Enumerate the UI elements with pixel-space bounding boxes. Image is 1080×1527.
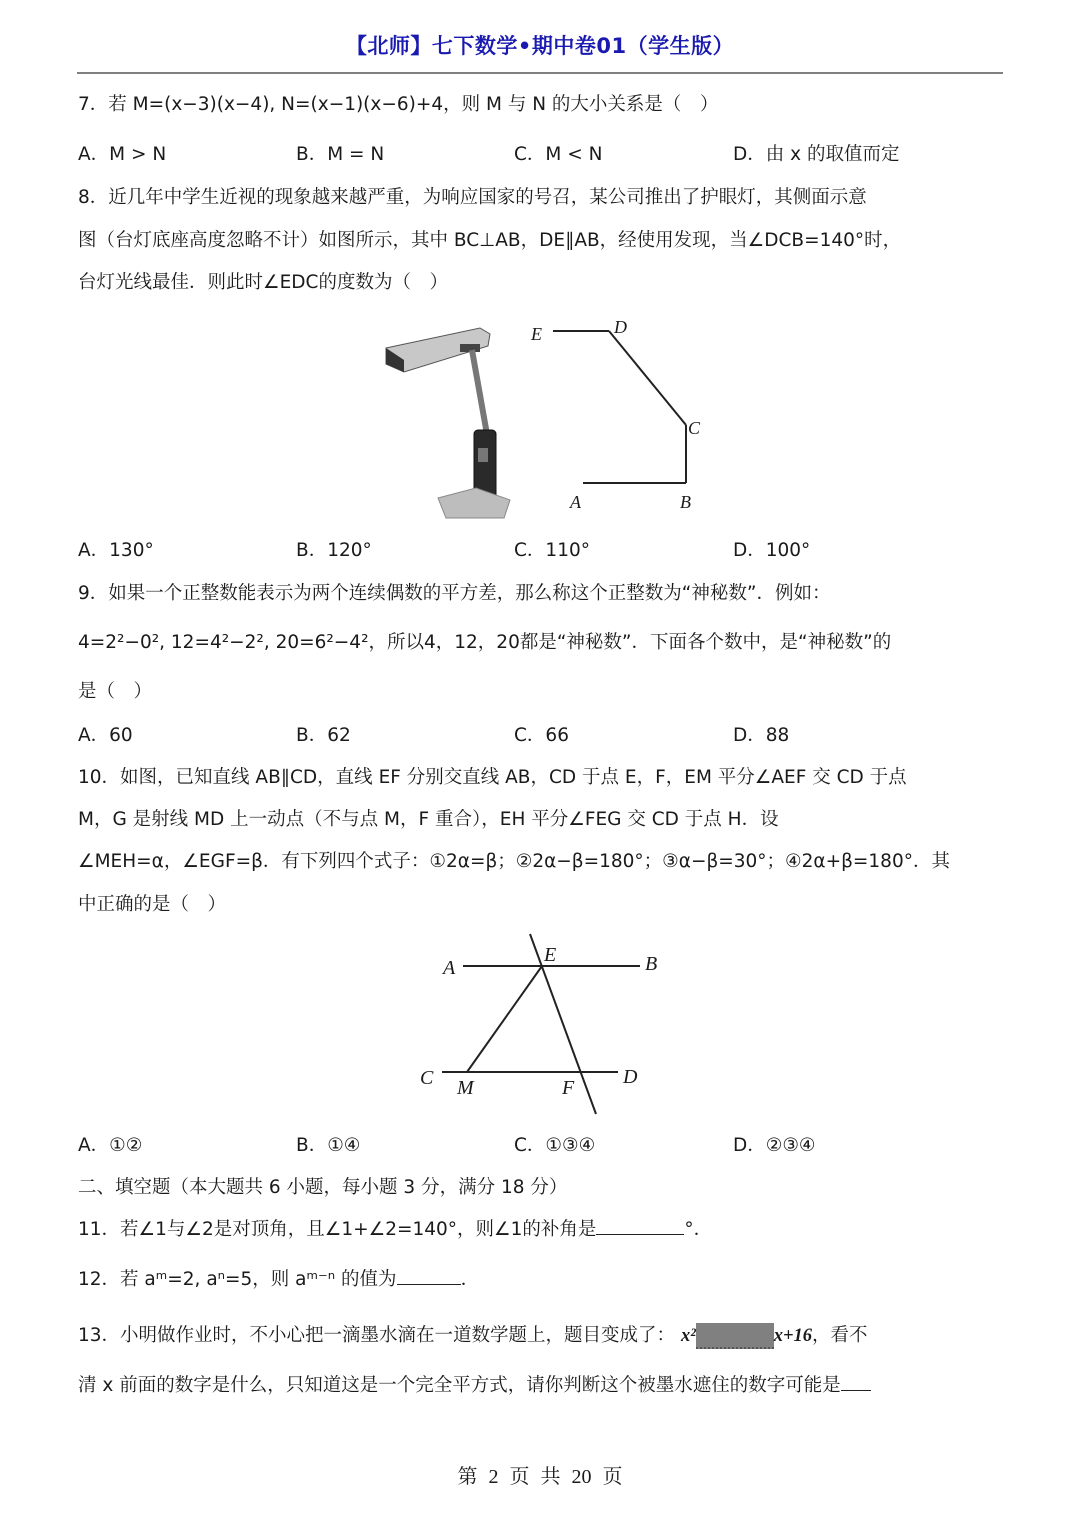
q7-option-a: A．M > N [78,144,167,165]
page-number-footer: 第 2 页 共 20 页 [457,1466,623,1488]
fig10-label-c: C [420,1067,434,1089]
fig8-label-e: E [531,324,542,344]
document-header-title: 【北师】七下数学•期中卷01（学生版） [345,34,735,58]
fig10-label-f: F [562,1077,575,1099]
q13-text: 13．小明做作业时，不小心把一滴墨水滴在一道数学题上，题目变成了： [78,1325,676,1346]
q13-text-after: ，看不 [812,1325,868,1346]
question-7-stem: 7．若 M=(x−3)(x−4), N=(x−1)(x−6)+4，则 M 与 N 的大小关系是（ ） [78,94,719,115]
ink-blot-obscured-coefficient [696,1323,774,1349]
q12-answer-blank[interactable] [397,1266,461,1285]
q11-answer-blank[interactable] [596,1216,684,1235]
q11-text: 11．若∠1与∠2是对顶角，且∠1+∠2=140°，则∠1的补角是 [78,1219,597,1240]
q7-option-d: D．由 x 的取值而定 [733,144,900,165]
q8-option-c: C．110° [514,540,590,561]
q8-option-b: B．120° [296,540,372,561]
question-13-line-2 [78,1372,871,1400]
q11-text-end: °． [684,1219,713,1240]
q8-option-a: A．130° [78,540,154,561]
q12-text-end: ． [460,1269,480,1290]
q8-option-d: D．100° [733,540,811,561]
fig10-label-a: A [443,957,456,979]
question-10-stem-line-3: ∠MEH=α，∠EGF=β．有下列四个式子：①2α=β；②2α−β=180°；③α−β=30°；④2α+β=180°．其 [78,851,950,872]
q9-option-c: C．66 [514,725,569,746]
section-2-title: 二、填空题（本大题共 6 小题，每小题 3 分，满分 18 分） [78,1177,568,1198]
q9-option-d: D．88 [733,725,790,746]
q7-option-c: C．M < N [514,144,603,165]
q10-option-b: B．①④ [296,1135,361,1156]
q13-expr-left: x² [680,1326,696,1346]
fig8-label-a: A [570,492,581,512]
q10-option-d: D．②③④ [733,1135,816,1156]
q10-option-a: A．①② [78,1135,143,1156]
question-12 [78,1266,479,1294]
question-11 [78,1216,712,1244]
desk-lamp-illustration [380,320,520,520]
fig10-label-m: M [457,1077,474,1099]
question-10-stem-line-1: 10．如图，已知直线 AB∥CD，直线 EF 分别交直线 AB，CD 于点 E，F，EM 平分∠AEF 交 CD 于点 [78,767,907,788]
fig8-label-d: D [614,317,627,337]
fig8-label-b: B [680,492,691,512]
fig8-label-c: C [688,418,701,438]
q9-option-a: A．60 [78,725,133,746]
question-10-stem-line-4: 中正确的是（ ） [78,894,227,915]
q12-text: 12．若 aᵐ=2, aⁿ=5，则 aᵐ⁻ⁿ 的值为 [78,1269,397,1290]
question-13-line-1 [78,1322,868,1350]
fig10-label-b: B [645,953,658,975]
question-9-stem-line-1: 9．如果一个正整数能表示为两个连续偶数的平方差，那么称这个正整数为“神秘数”．例如： [78,583,831,604]
question-9-stem-line-2: 4=2²−0², 12=4²−2², 20=6²−4²，所以4，12，20都是“神秘数”．下面各个数中，是“神秘数”的 [78,632,892,653]
q13-expr-right: x+16 [773,1326,813,1346]
q13-text-line-2: 清 x 前面的数字是什么，只知道这是一个完全平方式，请你判断这个被墨水遮住的数字可能是 [78,1375,841,1396]
fig10-label-e: E [544,944,557,966]
q7-option-b: B．M = N [296,144,385,165]
question-10-stem-line-2: M，G 是射线 MD 上一动点（不与点 M，F 重合），EH 平分∠FEG 交 CD 于点 H．设 [78,809,779,830]
question-8-stem-line-1: 8．近几年中学生近视的现象越来越严重，为响应国家的号召，某公司推出了护眼灯，其侧面示意 [78,187,867,208]
question-9-stem-line-3: 是（ ） [78,681,153,702]
header-divider [77,72,1003,74]
q9-option-b: B．62 [296,725,351,746]
q13-answer-blank[interactable] [841,1372,871,1391]
question-8-stem-line-2: 图（台灯底座高度忽略不计）如图所示，其中 BC⊥AB，DE∥AB，经使用发现，当∠DCB=140°时， [78,230,902,251]
fig10-label-d: D [623,1066,638,1088]
q10-option-c: C．①③④ [514,1135,596,1156]
question-8-stem-line-3: 台灯光线最佳．则此时∠EDC的度数为（ ） [78,272,448,293]
